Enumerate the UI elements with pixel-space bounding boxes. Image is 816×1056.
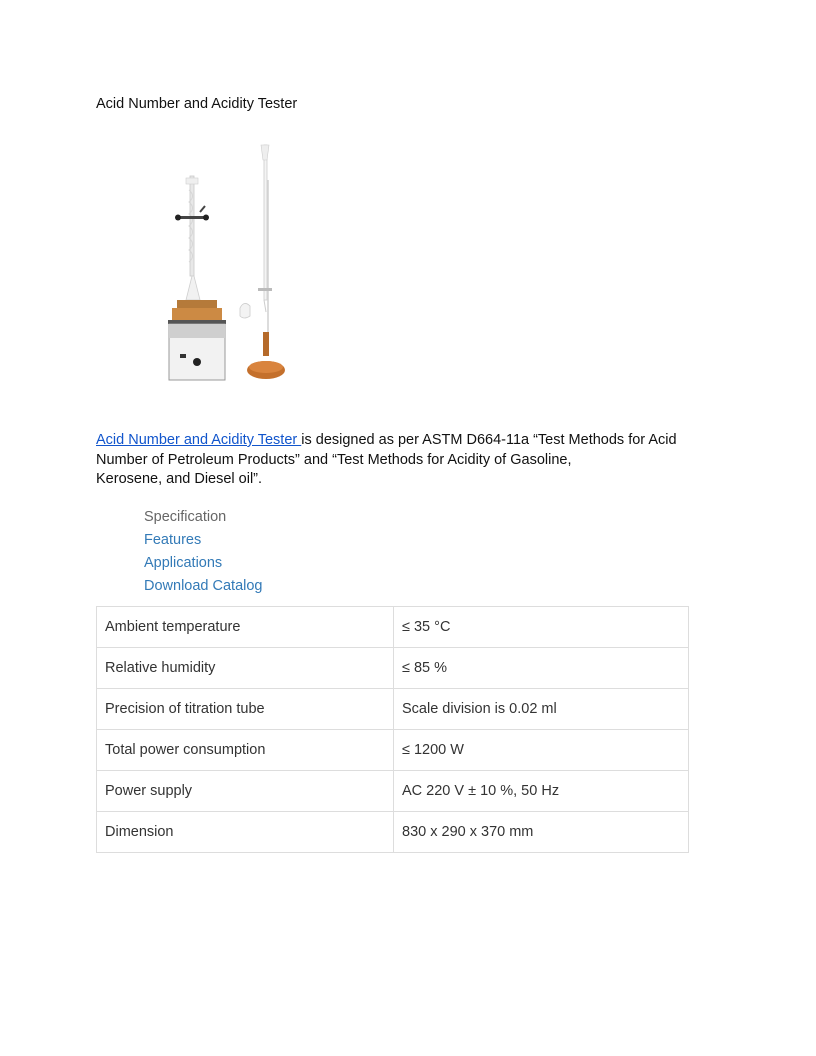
table-row [97,771,689,812]
table-row [97,689,689,730]
spec-name: Ambient temperature [97,607,394,648]
table-row [97,730,689,771]
intro-line2: Number of Petroleum Products” and “Test Methods for Acidity of Gasoline, [96,451,572,468]
product-image [160,140,300,385]
product-tabs [144,508,263,600]
spec-value: 830 x 290 x 370 mm [394,812,689,853]
tab-specification[interactable]: Specification [144,509,227,525]
specification-table [96,606,689,853]
table-row [97,607,689,648]
spec-value: AC 220 V ± 10 %, 50 Hz [394,771,689,812]
tab-download-catalog[interactable]: Download Catalog [144,578,263,594]
spec-name: Precision of titration tube [97,689,394,730]
spec-value: Scale division is 0.02 ml [394,689,689,730]
spec-value: ≤ 35 °C [394,607,689,648]
spec-value: ≤ 85 % [394,648,689,689]
tab-features[interactable]: Features [144,532,202,548]
intro-line3: Kerosene, and Diesel oil”. [96,471,263,487]
table-row [97,648,689,689]
spec-name: Total power consumption [97,730,394,771]
spec-value: ≤ 1200 W [394,730,689,771]
tab-applications[interactable]: Applications [144,555,223,571]
table-row [97,812,689,853]
page-title: Acid Number and Acidity Tester [96,96,298,112]
spec-name: Power supply [97,771,394,812]
spec-name: Relative humidity [97,648,394,689]
intro-line1-rest: is designed as per ASTM D664-11a “Test Methods for Acid [301,432,677,448]
spec-name: Dimension [97,812,394,853]
product-link[interactable]: Acid Number and Acidity Tester [96,432,302,448]
intro-paragraph [96,431,716,490]
